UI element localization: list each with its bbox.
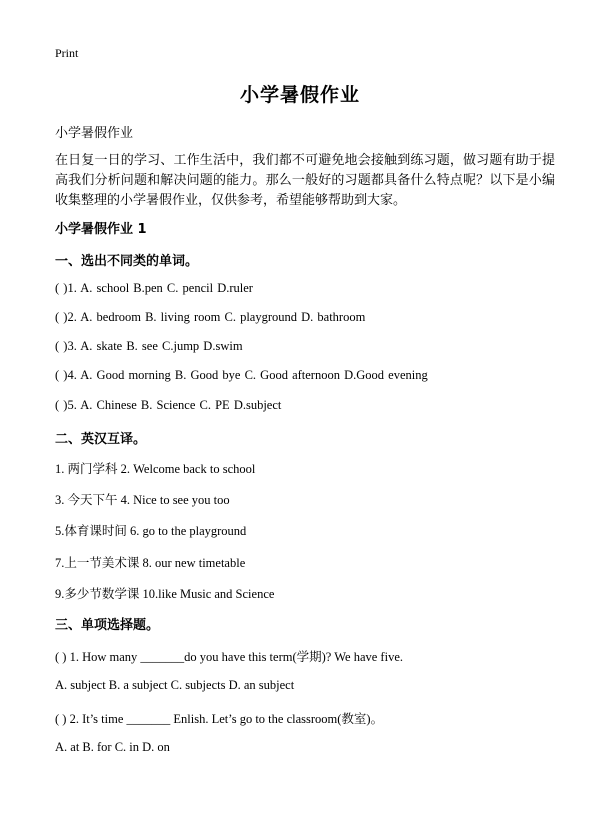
translation-line: 7.上一节美术课 8. our new timetable	[55, 556, 246, 570]
answer-options: A. at B. for C. in D. on	[55, 740, 170, 754]
part3-heading: 三、单项选择题。	[55, 618, 160, 633]
translation-line: 5.体育课时间 6. go to the playground	[55, 524, 247, 538]
translation-line: 3. 今天下午 4. Nice to see you too	[55, 493, 230, 507]
question-line: ( )4. A. Good morning B. Good bye C. Good afternoon D.Good evening	[55, 368, 428, 382]
question-line: ( )2. A. bedroom B. living room C. playground D. bathroom	[55, 310, 366, 324]
part1-heading: 一、选出不同类的单词。	[55, 254, 199, 269]
print-label: Print	[55, 46, 79, 60]
question-line: ( ) 2. It’s time _______ Enlish. Let’s go to the classroom(教室)。	[55, 712, 384, 726]
part2-heading: 二、英汉互译。	[55, 432, 147, 447]
question-line: ( )1. A. school B.pen C. pencil D.ruler	[55, 281, 253, 295]
question-line: ( ) 1. How many _______do you have this term(学期)? We have five.	[55, 650, 403, 664]
translation-line: 9.多少节数学课 10.like Music and Science	[55, 587, 275, 601]
answer-options: A. subject B. a subject C. subjects D. an subject	[55, 678, 295, 692]
intro-paragraph: 在日复一日的学习、工作生活中，我们都不可避免地会接触到练习题，做习题有助于提高我们分析问题和解决问题的能力。那么一般好的习题都具备什么特点呢？以下是小编收集整理的小学暑假作业，仅供参考，希望能够帮助到大家。	[55, 153, 555, 208]
question-line: ( )5. A. Chinese B. Science C. PE D.subject	[55, 398, 282, 412]
page-title: 小学暑假作业	[239, 84, 360, 106]
question-line: ( )3. A. skate B. see C.jump D.swim	[55, 339, 243, 353]
translation-line: 1. 两门学科 2. Welcome back to school	[55, 462, 256, 476]
section-title: 小学暑假作业 1	[55, 222, 147, 237]
document-subtitle: 小学暑假作业	[55, 126, 134, 141]
